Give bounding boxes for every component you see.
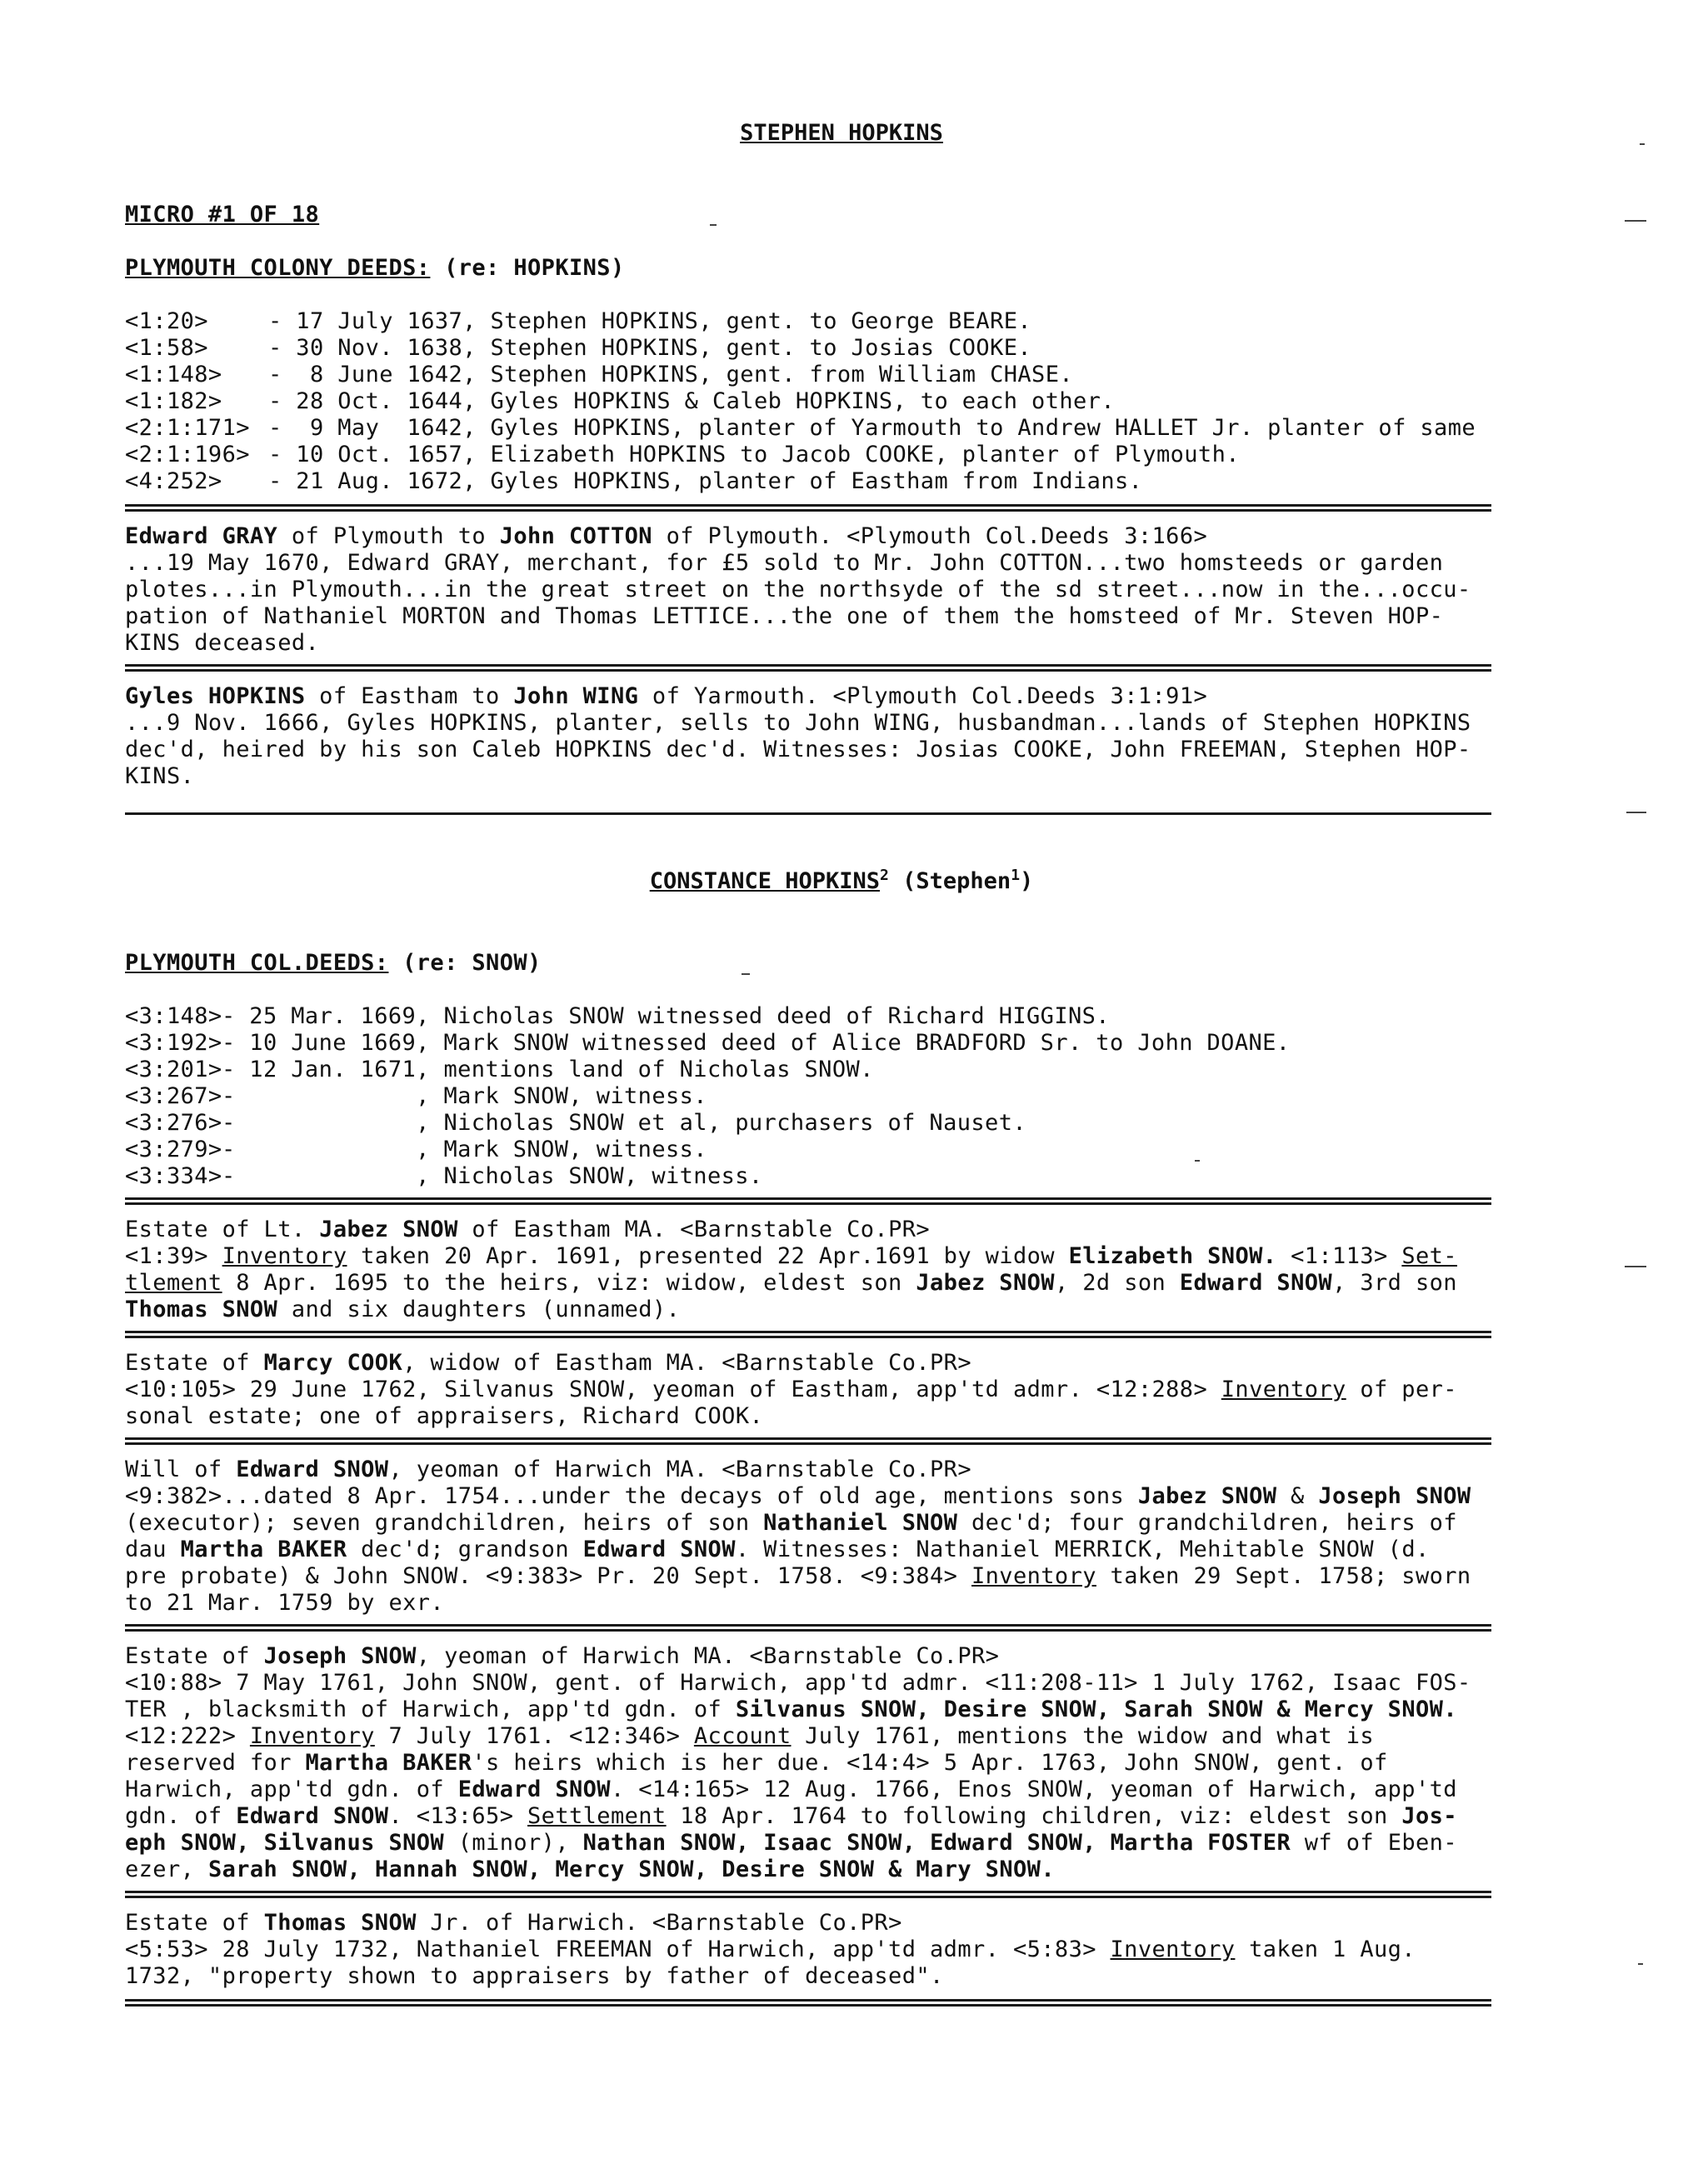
section-divider: [125, 1197, 1491, 1206]
person-name: Jabez SNOW: [916, 1270, 1055, 1296]
person-name: Martha BAKER: [180, 1537, 347, 1562]
entry-text: dec'd; four grandchildren, heirs of: [957, 1510, 1457, 1536]
entry-text: <12:222>: [125, 1723, 250, 1749]
entry-line: [125, 1937, 1416, 1963]
grantee-name: John COTTON: [499, 523, 652, 549]
section-divider: [125, 504, 1491, 512]
deeds-heading-hopkins: [125, 255, 625, 282]
list-item: [125, 1110, 1026, 1137]
deed-ref: <2:1:171>: [125, 415, 250, 441]
person-name: Sarah SNOW: [207, 1857, 347, 1882]
entry-line: ...9 Nov. 1666, Gyles HOPKINS, planter, sells to John WING, husbandman...lands of Stephen HOPKINS: [125, 710, 1471, 736]
entry-text: (minor),: [444, 1830, 583, 1856]
deed-text: - 25 Mar. 1669, Nicholas SNOW witnessed deed of Richard HIGGINS.: [222, 1003, 1110, 1029]
person-name: Jabez SNOW: [319, 1217, 458, 1242]
entry-line: [125, 1377, 1457, 1403]
entry-heading: [125, 1350, 971, 1377]
person-name: Edward SNOW: [236, 1457, 389, 1482]
entry-text: Estate of: [125, 1350, 264, 1376]
entry-text: dec'd; grandson: [347, 1537, 583, 1562]
entry-line: [125, 1750, 1388, 1777]
entry-text: of Yarmouth. <Plymouth Col.Deeds 3:1:91>: [638, 683, 1208, 709]
record-type: Inventory: [222, 1243, 347, 1269]
person-name: Nathaniel SNOW: [763, 1510, 958, 1536]
entry-text: taken 29 Sept. 1758; sworn: [1096, 1563, 1471, 1589]
entry-text: reserved for: [125, 1750, 306, 1776]
person-name: Thomas SNOW: [263, 1910, 417, 1936]
scan-mark: [1625, 220, 1646, 222]
person-name: eph SNOW: [125, 1830, 237, 1856]
person-name: Joseph SNOW: [1318, 1483, 1471, 1509]
person-name: Martha FOSTER: [1110, 1830, 1291, 1856]
record-type: tlement: [125, 1270, 222, 1296]
entry-text: ,: [1096, 1697, 1125, 1722]
person-name: Silvanus SNOW: [735, 1697, 916, 1722]
person-name: Jos-: [1401, 1803, 1457, 1829]
section-divider: [125, 812, 1491, 821]
person-name: Hannah SNOW: [374, 1857, 528, 1882]
scan-mark: [710, 224, 717, 226]
entry-text: of Eastham to: [305, 683, 514, 709]
entry-text: TER , blacksmith of Harwich, app'td gdn. of: [125, 1697, 736, 1722]
entry-text: ezer,: [125, 1857, 208, 1882]
section-divider: [125, 1437, 1491, 1446]
entry-line: sonal estate; one of appraisers, Richard COOK.: [125, 1403, 764, 1429]
deed-text: - , Mark SNOW, witness.: [222, 1083, 707, 1109]
entry-line: [125, 1777, 1457, 1803]
section-divider: [125, 1999, 1491, 2007]
entry-text: taken 1 Aug.: [1235, 1937, 1416, 1962]
entry-text: Harwich, app'td gdn. of: [125, 1777, 458, 1802]
entry-text: ,: [527, 1857, 556, 1882]
list-item: [125, 1083, 707, 1110]
entry-text: ,: [693, 1857, 722, 1882]
scan-mark: [1640, 143, 1645, 145]
record-type: Settlement: [527, 1803, 667, 1829]
entry-heading: [125, 683, 1207, 710]
entry-line: [125, 1510, 1457, 1537]
deed-ref: <3:279>: [125, 1137, 222, 1162]
entry-text: dau: [125, 1537, 181, 1562]
person-name: Jabez SNOW: [1137, 1483, 1277, 1509]
entry-text: ,: [1082, 1830, 1111, 1856]
entry-text: , yeoman of Harwich MA. <Barnstable Co.PR>: [388, 1457, 971, 1482]
deeds-heading-re: (re: SNOW): [388, 950, 542, 976]
list-item: [125, 1030, 1290, 1057]
deed-ref: <3:276>: [125, 1110, 222, 1136]
deed-ref: <1:182>: [125, 388, 222, 414]
entry-text: (executor); seven grandchildren, heirs of son: [125, 1510, 764, 1536]
section-divider: [125, 664, 1491, 672]
deed-ref: <3:192>: [125, 1030, 222, 1056]
person-name: Mercy SNOW: [555, 1857, 694, 1882]
entry-text: <10:105> 29 June 1762, Silvanus SNOW, yeoman of Eastham, app'td admr. <12:288>: [125, 1377, 1221, 1402]
person-name: Nathan SNOW: [582, 1830, 736, 1856]
person-name: Desire SNOW: [722, 1857, 875, 1882]
scan-mark: [1638, 1963, 1643, 1965]
entry-line: [125, 1483, 1471, 1510]
entry-text: wf of Eben-: [1291, 1830, 1457, 1856]
deed-text: - 8 June 1642, Stephen HOPKINS, gent. from William CHASE.: [268, 362, 1074, 387]
constance-name: CONSTANCE HOPKINS: [649, 868, 881, 894]
entry-text: &: [1276, 1483, 1319, 1509]
deed-text: - 21 Aug. 1672, Gyles HOPKINS, planter of Eastham from Indians.: [268, 468, 1143, 494]
entry-text: and six daughters (unnamed).: [277, 1297, 681, 1322]
list-item: [125, 1137, 707, 1163]
deed-ref: <1:20>: [125, 308, 208, 334]
page-title-text: STEPHEN HOPKINS: [740, 120, 943, 146]
generation-number: 1: [1011, 867, 1021, 884]
entry-text: ,: [901, 1830, 931, 1856]
record-type: Inventory: [1110, 1937, 1236, 1962]
person-name: Silvanus SNOW: [263, 1830, 445, 1856]
person-name: Sarah SNOW: [1124, 1697, 1263, 1722]
entry-text: <9:382>...dated 8 Apr. 1754...under the decays of old age, mentions sons: [125, 1483, 1138, 1509]
deed-text: - 10 June 1669, Mark SNOW witnessed deed of Alice BRADFORD Sr. to John DOANE.: [222, 1030, 1291, 1056]
grantor-name: Edward GRAY: [125, 523, 278, 549]
micro-label: MICRO #1 OF 18: [125, 202, 320, 227]
list-item: [125, 1057, 874, 1083]
scan-mark: [1195, 1160, 1200, 1162]
entry-line: [125, 1537, 1430, 1563]
person-name: Mary SNOW: [916, 1857, 1041, 1882]
record-type: Inventory: [249, 1723, 375, 1749]
deeds-heading-re: (re: HOPKINS): [430, 255, 625, 281]
entry-text: pre probate) & John SNOW. <9:383> Pr. 20 Sept. 1758. <9:384>: [125, 1563, 971, 1589]
deed-text: - , Nicholas SNOW et al, purchasers of Nauset.: [222, 1110, 1027, 1136]
section-divider: [125, 1331, 1491, 1339]
person-name: Thomas SNOW: [125, 1297, 278, 1322]
entry-text: Will of: [125, 1457, 237, 1482]
scan-mark: [742, 973, 750, 975]
entry-text: July 1761, mentions the widow and what is: [791, 1723, 1375, 1749]
grantee-name: John WING: [513, 683, 639, 709]
entry-line: dec'd, heired by his son Caleb HOPKINS dec'd. Witnesses: Josias COOKE, John FREEMAN, Stephen HOP-: [125, 737, 1471, 762]
deeds-heading-text: PLYMOUTH COL.DEEDS:: [125, 950, 389, 976]
person-name: Edward SNOW: [236, 1803, 389, 1829]
entry-text: , widow of Eastham MA. <Barnstable Co.PR>: [402, 1350, 971, 1376]
person-name: Joseph SNOW: [263, 1643, 417, 1669]
list-item: [125, 335, 1031, 362]
record-type: Inventory: [971, 1563, 1096, 1589]
list-item: [125, 442, 1240, 468]
scan-mark: [1626, 812, 1646, 813]
entry-line: [125, 1830, 1457, 1857]
deed-ref: <3:201>: [125, 1057, 222, 1082]
deed-text: - 10 Oct. 1657, Elizabeth HOPKINS to Jacob COOKE, planter of Plymouth.: [268, 442, 1240, 467]
entry-text: . <14:165> 12 Aug. 1766, Enos SNOW, yeoman of Harwich, app'td: [610, 1777, 1457, 1802]
deed-ref: <3:334>: [125, 1163, 222, 1189]
entry-line: pation of Nathaniel MORTON and Thomas LETTICE...the one of them the homsteed of Mr. Steven HOP-: [125, 603, 1444, 629]
entry-text: Estate of: [125, 1910, 264, 1936]
person-name: Mercy SNOW: [1304, 1697, 1444, 1722]
entry-line: [125, 1243, 1457, 1270]
deed-text: - 17 July 1637, Stephen HOPKINS, gent. to George BEARE.: [268, 308, 1032, 334]
paren-close: ): [1020, 868, 1034, 894]
scan-mark: [1625, 1266, 1646, 1267]
record-type: Set-: [1401, 1243, 1457, 1269]
entry-text: , yeoman of Harwich MA. <Barnstable Co.PR>: [416, 1643, 1000, 1669]
list-item: [125, 1003, 1110, 1030]
entry-text: .: [1041, 1857, 1055, 1882]
list-item: [125, 1163, 763, 1190]
list-item: [125, 308, 1031, 335]
parent-name: (Stephen: [888, 868, 1011, 894]
person-name: Desire SNOW: [943, 1697, 1096, 1722]
person-name: Edward SNOW: [457, 1777, 611, 1802]
record-type: Account: [693, 1723, 792, 1749]
entry-line: 1732, "property shown to appraisers by father of deceased".: [125, 1963, 944, 1989]
entry-text: 's heirs which is her due. <14:4> 5 Apr. 1763, John SNOW, gent. of: [472, 1750, 1388, 1776]
entry-heading: [125, 1457, 971, 1483]
section-divider: [125, 1891, 1491, 1899]
entry-text: ,: [916, 1697, 944, 1722]
deed-ref: <1:58>: [125, 335, 208, 361]
deed-ref: <1:148>: [125, 362, 222, 387]
deed-text: - , Mark SNOW, witness.: [222, 1137, 707, 1162]
entry-text: .: [1443, 1697, 1457, 1722]
entry-text: , 2d son: [1054, 1270, 1180, 1296]
list-item: [125, 388, 1115, 415]
entry-text: gdn. of: [125, 1803, 237, 1829]
entry-text: Estate of Lt.: [125, 1217, 320, 1242]
entry-line: to 21 Mar. 1759 by exr.: [125, 1590, 445, 1616]
entry-text: ,: [347, 1857, 375, 1882]
person-name: Marcy COOK: [263, 1350, 403, 1376]
entry-text: &: [874, 1857, 916, 1882]
entry-text: 7 July 1761. <12:346>: [374, 1723, 694, 1749]
list-item: [125, 362, 1073, 388]
entry-text: ,: [735, 1830, 764, 1856]
entry-text: Estate of: [125, 1643, 264, 1669]
entry-text: ,: [236, 1830, 264, 1856]
entry-text: . <13:65>: [388, 1803, 528, 1829]
entry-line: KINS deceased.: [125, 630, 320, 656]
deed-text: - 12 Jan. 1671, mentions land of Nicholas SNOW.: [222, 1057, 874, 1082]
generation-number: 2: [880, 867, 889, 884]
constance-heading: [0, 868, 1683, 895]
entry-text: <1:113>: [1276, 1243, 1402, 1269]
entry-line: plotes...in Plymouth...in the great street on the northsyde of the sd street...now in the...occu-: [125, 577, 1471, 602]
page-title: [0, 120, 1683, 147]
list-item: [125, 468, 1142, 495]
list-item: [125, 415, 1476, 442]
entry-heading: [125, 523, 1207, 550]
deed-text: - 9 May 1642, Gyles HOPKINS, planter of Yarmouth to Andrew HALLET Jr. planter of same: [268, 415, 1476, 441]
entry-line: [125, 1857, 1055, 1883]
deed-ref: <3:267>: [125, 1083, 222, 1109]
entry-line: KINS.: [125, 763, 195, 789]
entry-text: of Eastham MA. <Barnstable Co.PR>: [457, 1217, 931, 1242]
entry-text: of Plymouth. <Plymouth Col.Deeds 3:166>: [652, 523, 1208, 549]
entry-text: Jr. of Harwich. <Barnstable Co.PR>: [416, 1910, 902, 1936]
entry-line: [125, 1563, 1471, 1590]
entry-text: 8 Apr. 1695 to the heirs, viz: widow, eldest son: [222, 1270, 916, 1296]
entry-text: of per-: [1346, 1377, 1457, 1402]
entry-text: <5:53> 28 July 1732, Nathaniel FREEMAN of Harwich, app'td admr. <5:83>: [125, 1937, 1111, 1962]
entry-text: , 3rd son: [1332, 1270, 1457, 1296]
deed-ref: <4:252>: [125, 468, 222, 494]
entry-line: [125, 1723, 1374, 1750]
entry-text: &: [1262, 1697, 1305, 1722]
section-divider: [125, 1624, 1491, 1632]
entry-text: 18 Apr. 1764 to following children, viz: eldest son: [666, 1803, 1402, 1829]
person-name: Elizabeth SNOW.: [1068, 1243, 1277, 1269]
person-name: Edward SNOW: [930, 1830, 1083, 1856]
entry-text: taken 20 Apr. 1691, presented 22 Apr.1691 by widow: [347, 1243, 1069, 1269]
entry-heading: [125, 1910, 902, 1937]
person-name: Edward SNOW: [1179, 1270, 1333, 1296]
person-name: Isaac SNOW: [763, 1830, 902, 1856]
entry-text: . Witnesses: Nathaniel MERRICK, Mehitable SNOW (d.: [735, 1537, 1430, 1562]
grantor-name: Gyles HOPKINS: [125, 683, 306, 709]
deeds-heading-text: PLYMOUTH COLONY DEEDS:: [125, 255, 431, 281]
deeds-heading-snow: [125, 950, 542, 977]
entry-heading: [125, 1217, 930, 1243]
deed-text: - 28 Oct. 1644, Gyles HOPKINS & Caleb HOPKINS, to each other.: [268, 388, 1115, 414]
entry-line: [125, 1270, 1457, 1297]
deed-text: - , Nicholas SNOW, witness.: [222, 1163, 763, 1189]
entry-text: of Plymouth to: [277, 523, 500, 549]
deed-ref: <3:148>: [125, 1003, 222, 1029]
person-name: Martha BAKER: [305, 1750, 472, 1776]
deed-ref: <2:1:196>: [125, 442, 250, 467]
entry-heading: [125, 1643, 999, 1670]
entry-line: [125, 1697, 1457, 1723]
person-name: Edward SNOW: [582, 1537, 736, 1562]
entry-line: <10:88> 7 May 1761, John SNOW, gent. of Harwich, app'td admr. <11:208-11> 1 July 1762, Isaac FOS-: [125, 1670, 1471, 1696]
entry-text: <1:39>: [125, 1243, 222, 1269]
entry-line: [125, 1803, 1457, 1830]
entry-line: ...19 May 1670, Edward GRAY, merchant, for £5 sold to Mr. John COTTON...two homsteeds or garden: [125, 550, 1444, 576]
deed-text: - 30 Nov. 1638, Stephen HOPKINS, gent. to Josias COOKE.: [268, 335, 1032, 361]
record-type: Inventory: [1221, 1377, 1346, 1402]
entry-line: [125, 1297, 680, 1323]
